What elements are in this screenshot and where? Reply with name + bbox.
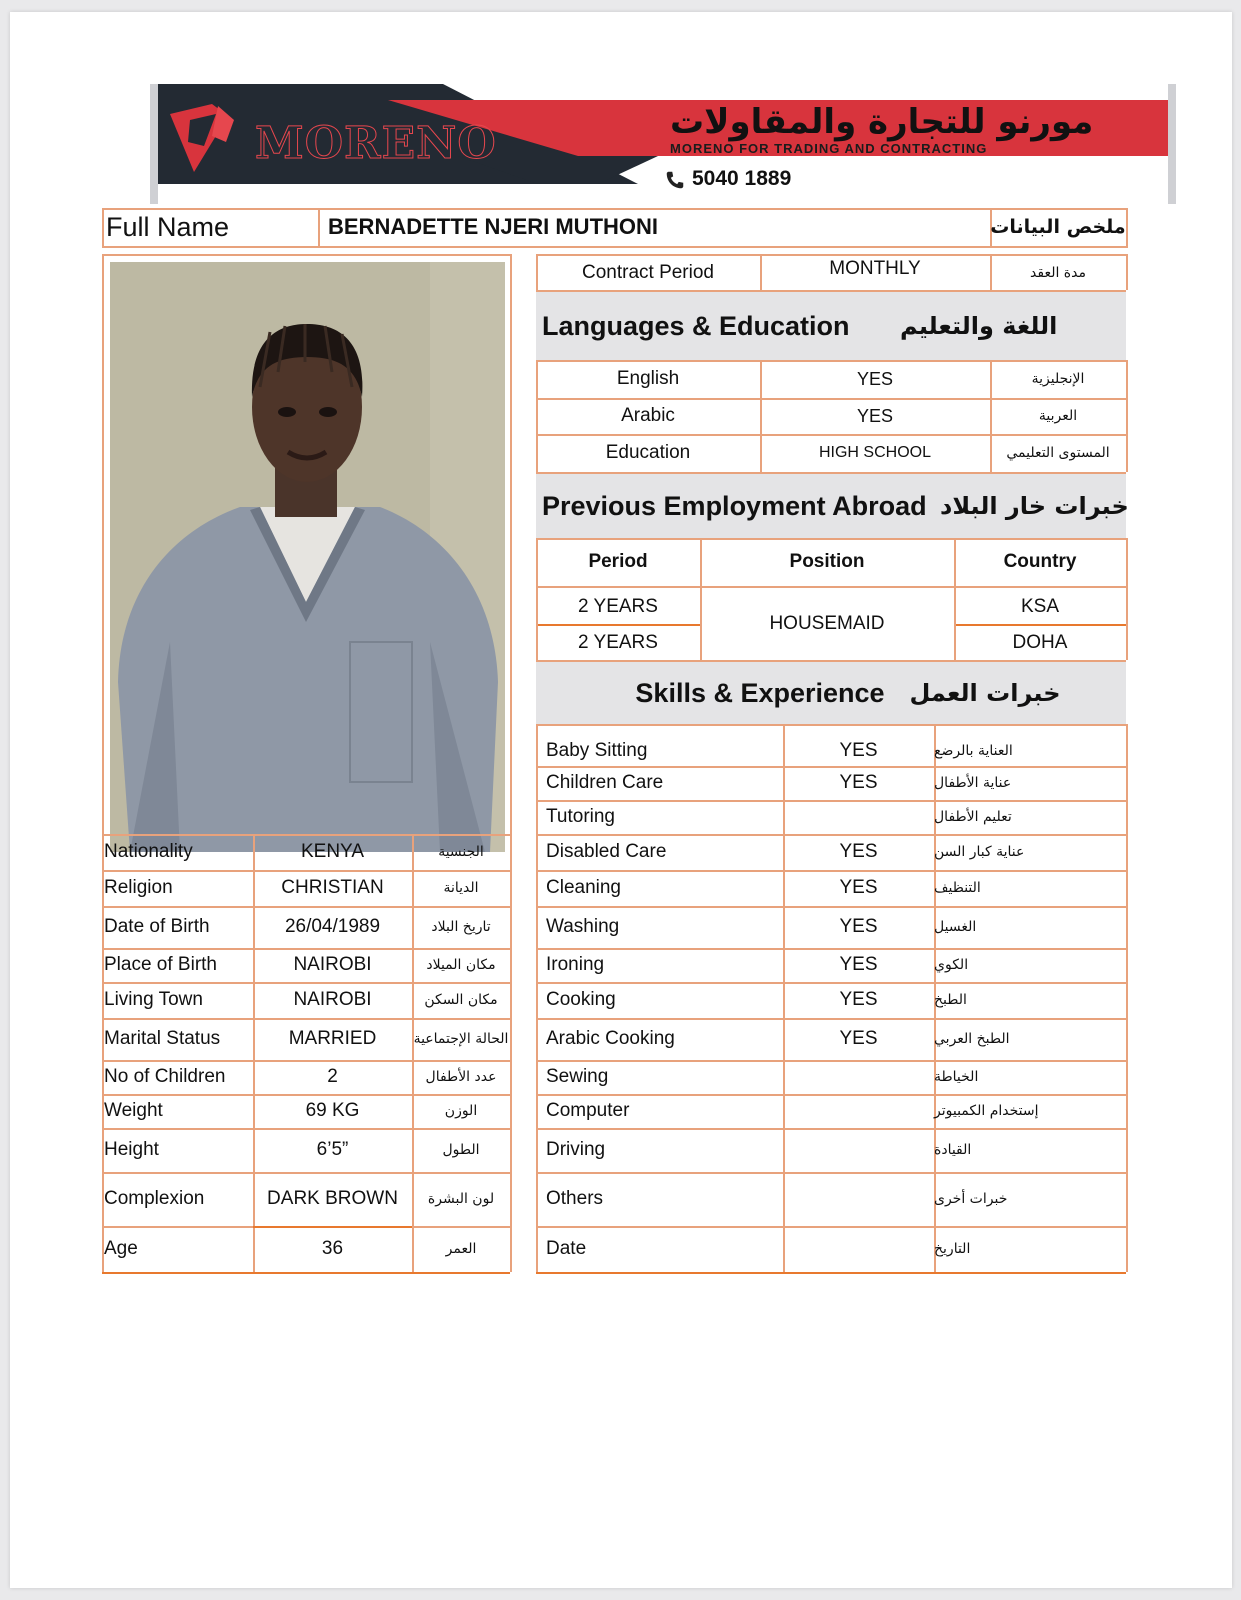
employment-title-arabic: خبرات خار البلاد — [940, 492, 1129, 520]
skill-label: Cooking — [546, 989, 616, 1010]
personal-label: Weight — [104, 1100, 163, 1121]
skill-label: Washing — [546, 916, 620, 937]
employment-header-position: Position — [789, 551, 865, 572]
personal-label-arabic: مكان السكن — [424, 992, 498, 1008]
phone-icon — [664, 169, 686, 191]
skill-label-arabic: الطبخ العربي — [934, 1031, 1010, 1047]
personal-value: KENYA — [300, 841, 364, 862]
personal-label: Place of Birth — [104, 954, 217, 975]
phone-number: 5040 1889 — [692, 167, 792, 190]
personal-value: DARK BROWN — [267, 1188, 398, 1209]
skill-value: YES — [839, 772, 878, 793]
skill-label: Date — [546, 1238, 587, 1259]
skill-value: YES — [839, 1028, 878, 1049]
language-label: Education — [605, 442, 691, 463]
skill-label: Computer — [546, 1100, 630, 1121]
language-label-arabic: الإنجليزية — [1031, 371, 1085, 387]
skill-label-arabic: الخياطة — [934, 1069, 979, 1085]
skill-label: Ironing — [546, 954, 605, 975]
skill-value — [783, 1094, 934, 1128]
skill-label: Cleaning — [546, 877, 621, 898]
skill-label-arabic: عناية الأطفال — [934, 775, 1012, 791]
skill-label-arabic: العناية بالرضع — [934, 743, 1013, 759]
employment-country: DOHA — [1012, 632, 1068, 653]
table-border — [1126, 538, 1128, 660]
skill-label: Disabled Care — [546, 841, 667, 862]
employment-period: 2 YEARS — [578, 632, 658, 653]
skill-value — [783, 1226, 934, 1272]
skill-label-arabic: الغسيل — [934, 919, 977, 935]
skill-label-arabic: القيادة — [934, 1142, 972, 1158]
skill-label: Sewing — [546, 1066, 609, 1087]
skill-label: Tutoring — [546, 806, 615, 827]
personal-label: Nationality — [104, 841, 193, 862]
employment-position: HOUSEMAID — [769, 613, 885, 634]
personal-label: Height — [104, 1139, 159, 1160]
skill-value — [783, 1128, 934, 1172]
skill-label: Baby Sitting — [546, 740, 648, 761]
skill-value: YES — [839, 916, 878, 937]
personal-label: Date of Birth — [104, 916, 210, 937]
personal-label: Living Town — [104, 989, 203, 1010]
language-value: YES — [856, 405, 894, 426]
personal-value: 26/04/1989 — [284, 916, 381, 937]
skill-label-arabic: التاريخ — [934, 1241, 971, 1257]
skill-value: YES — [839, 740, 878, 761]
full-name-value: BERNADETTE NJERI MUTHONI — [328, 214, 659, 239]
personal-label-arabic: لون البشرة — [427, 1191, 495, 1207]
table-border — [102, 254, 510, 256]
languages-title-arabic: اللغة والتعليم — [900, 312, 1058, 340]
personal-value: NAIROBI — [293, 954, 372, 975]
skill-label-arabic: الطبخ — [934, 992, 967, 1008]
full-name-label: Full Name — [106, 211, 230, 242]
languages-title: Languages & Education — [542, 310, 850, 341]
banner-edge — [1168, 84, 1176, 204]
table-border — [536, 1272, 1126, 1274]
language-label-arabic: المستوى التعليمي — [1006, 445, 1110, 461]
personal-value: 6’5” — [316, 1139, 349, 1160]
personal-label-arabic: الوزن — [444, 1103, 478, 1119]
summary-label-arabic: ملخص البيانات — [990, 216, 1126, 238]
table-border — [318, 208, 320, 246]
personal-value: CHRISTIAN — [281, 877, 384, 898]
personal-value: 2 — [327, 1066, 338, 1087]
language-label-arabic: العربية — [1038, 408, 1078, 424]
brand-name: MORENO — [255, 118, 497, 169]
skill-value: YES — [839, 954, 878, 975]
employment-country: KSA — [1020, 596, 1060, 617]
skill-value — [783, 1060, 934, 1094]
company-name-arabic: مورنو للتجارة والمقاولات — [670, 102, 1094, 142]
skills-title-arabic: خبرات العمل — [909, 679, 1061, 707]
personal-label-arabic: الديانة — [443, 880, 479, 896]
skill-label-arabic: تعليم الأطفال — [934, 809, 1012, 825]
personal-label-arabic: الحالة الإجتماعية — [413, 1031, 509, 1047]
personal-value: NAIROBI — [293, 989, 372, 1010]
language-value: HIGH SCHOOL — [818, 444, 931, 461]
personal-label: Age — [104, 1238, 138, 1259]
banner-edge — [150, 84, 158, 204]
skill-value: YES — [839, 989, 878, 1010]
candidate-photo — [110, 262, 505, 852]
table-border — [102, 1272, 510, 1274]
table-border — [102, 246, 1128, 248]
skill-label-arabic: التنظيف — [934, 880, 981, 896]
personal-label: Religion — [104, 877, 173, 898]
skill-label-arabic: عناية كبار السن — [934, 844, 1025, 860]
table-border — [1126, 724, 1128, 1272]
employment-period: 2 YEARS — [578, 596, 658, 617]
employment-header-country: Country — [1003, 551, 1077, 572]
contract-label-arabic: مدة العقد — [1030, 265, 1086, 281]
personal-value: 69 KG — [305, 1100, 360, 1121]
table-border — [1126, 360, 1128, 472]
table-border — [1126, 208, 1128, 246]
personal-label-arabic: الجنسية — [438, 844, 484, 860]
skill-label: Children Care — [546, 772, 664, 793]
personal-label-arabic: العمر — [445, 1241, 477, 1257]
personal-value: MARRIED — [288, 1028, 377, 1049]
skill-value: YES — [839, 841, 878, 862]
skill-value — [783, 800, 934, 834]
skill-label-arabic: إستخدام الكمبيوتر — [934, 1103, 1039, 1119]
contract-label: Contract Period — [581, 262, 714, 283]
contract-value: MONTHLY — [829, 258, 921, 279]
language-value: YES — [856, 368, 894, 389]
table-border — [536, 724, 538, 1272]
skill-value — [783, 1172, 934, 1226]
personal-label-arabic: الطول — [442, 1142, 480, 1158]
employment-header-period: Period — [588, 551, 648, 572]
personal-label: No of Children — [104, 1066, 226, 1087]
skills-title: Skills & Experience — [635, 677, 885, 708]
table-border — [536, 724, 1126, 726]
skill-label: Driving — [546, 1139, 606, 1160]
skill-label: Others — [546, 1188, 604, 1209]
skill-label-arabic: خبرات أخرى — [934, 1191, 1008, 1207]
personal-value: 36 — [321, 1238, 344, 1259]
employment-title: Previous Employment Abroad — [542, 490, 927, 521]
language-label: English — [616, 368, 680, 389]
company-name-english: MORENO FOR TRADING AND CONTRACTING — [670, 141, 988, 156]
language-label: Arabic — [621, 405, 675, 426]
personal-label-arabic: عدد الأطفال — [425, 1069, 497, 1085]
skill-label-arabic: الكوي — [934, 957, 969, 973]
skill-value: YES — [839, 877, 878, 898]
table-border — [1126, 254, 1128, 290]
skill-label: Arabic Cooking — [546, 1028, 675, 1049]
personal-label-arabic: تاريخ البلاد — [431, 919, 491, 935]
table-border — [510, 254, 512, 1272]
personal-label-arabic: مكان الميلاد — [426, 957, 496, 973]
personal-label: Marital Status — [104, 1028, 221, 1049]
personal-label: Complexion — [104, 1188, 205, 1209]
